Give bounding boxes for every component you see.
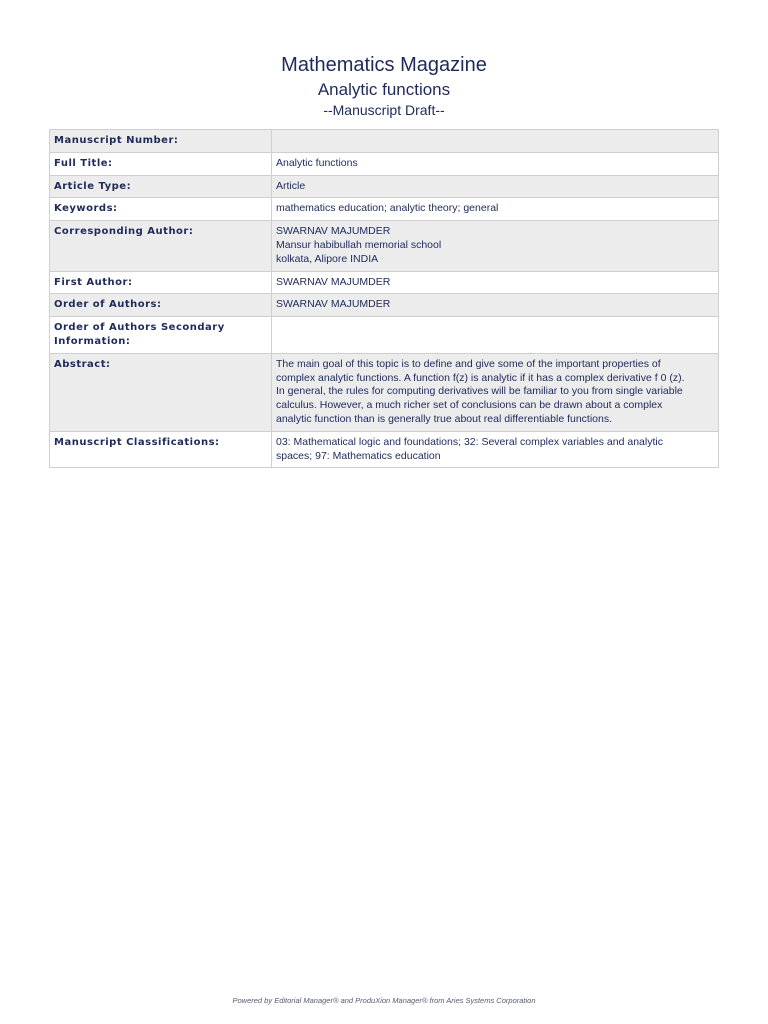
row-label: Full Title:	[50, 152, 272, 175]
row-value-line: Mansur habibullah memorial school	[276, 238, 442, 251]
row-value-line: analytic function than is generally true about real differentiable functions.	[276, 412, 613, 425]
row-label: Keywords:	[50, 198, 272, 221]
row-label: First Author:	[50, 271, 272, 294]
row-value-line: SWARNAV MAJUMDER	[276, 275, 391, 288]
row-value	[272, 175, 719, 198]
row-label	[50, 317, 272, 354]
table-row-full-title	[50, 152, 719, 175]
row-value-line: Analytic functions	[276, 156, 358, 169]
row-value-line: spaces; 97: Mathematics education	[276, 449, 441, 462]
row-label: Corresponding Author:	[50, 221, 272, 271]
row-value-line: complex analytic functions. A function f(z) is analytic if it has a complex derivative f 0 (z).	[276, 371, 685, 384]
row-value	[272, 294, 719, 317]
row-label: Manuscript Classifications:	[50, 431, 272, 468]
table-row-keywords	[50, 198, 719, 221]
row-value-line: Article	[276, 179, 306, 192]
row-value-line	[276, 134, 713, 148]
row-value-line: 03: Mathematical logic and foundations; 32: Several complex variables and analytic	[276, 435, 663, 448]
table-row-first-author	[50, 271, 719, 294]
manuscript-metadata-table	[49, 129, 719, 468]
row-value-line: SWARNAV MAJUMDER	[276, 298, 391, 311]
document-header	[0, 52, 768, 120]
row-label-line: Information:	[54, 335, 131, 347]
row-value-line: kolkata, Alipore INDIA	[276, 252, 379, 265]
row-value	[272, 198, 719, 221]
row-value	[272, 353, 719, 431]
table-row-article-type	[50, 175, 719, 198]
table-row-manuscript-classifications	[50, 431, 719, 468]
table-row-order-of-authors	[50, 294, 719, 317]
journal-name: Mathematics Magazine	[281, 54, 487, 76]
row-value	[272, 130, 719, 153]
article-title: Analytic functions	[317, 80, 451, 99]
table-row-order-of-authors-secondary	[50, 317, 719, 354]
row-label-line: Order of Authors Secondary	[54, 322, 225, 334]
table-row-abstract	[50, 353, 719, 431]
row-value-line	[276, 321, 713, 335]
table-row-manuscript-number	[50, 130, 719, 153]
powered-by-footer: Powered by Editorial Manager® and ProduXion Manager® from Aries Systems Corporation	[232, 996, 536, 1005]
draft-label: --Manuscript Draft--	[323, 102, 445, 118]
row-value-line: The main goal of this topic is to define and give some of the important properties of	[276, 357, 661, 370]
row-value	[272, 431, 719, 468]
row-value	[272, 221, 719, 271]
row-label: Article Type:	[50, 175, 272, 198]
row-label: Order of Authors:	[50, 294, 272, 317]
row-value	[272, 152, 719, 175]
row-value-line: mathematics education; analytic theory; general	[276, 202, 499, 215]
row-label: Abstract:	[50, 353, 272, 431]
table-row-corresponding-author	[50, 221, 719, 271]
row-value-line: In general, the rules for computing derivatives will be familiar to you from single variable	[276, 385, 683, 398]
row-value	[272, 271, 719, 294]
row-value-line: SWARNAV MAJUMDER	[276, 225, 391, 238]
row-value	[272, 317, 719, 354]
row-value-line: calculus. However, a much richer set of conclusions can be drawn about a complex	[276, 399, 663, 412]
row-label: Manuscript Number:	[50, 130, 272, 153]
